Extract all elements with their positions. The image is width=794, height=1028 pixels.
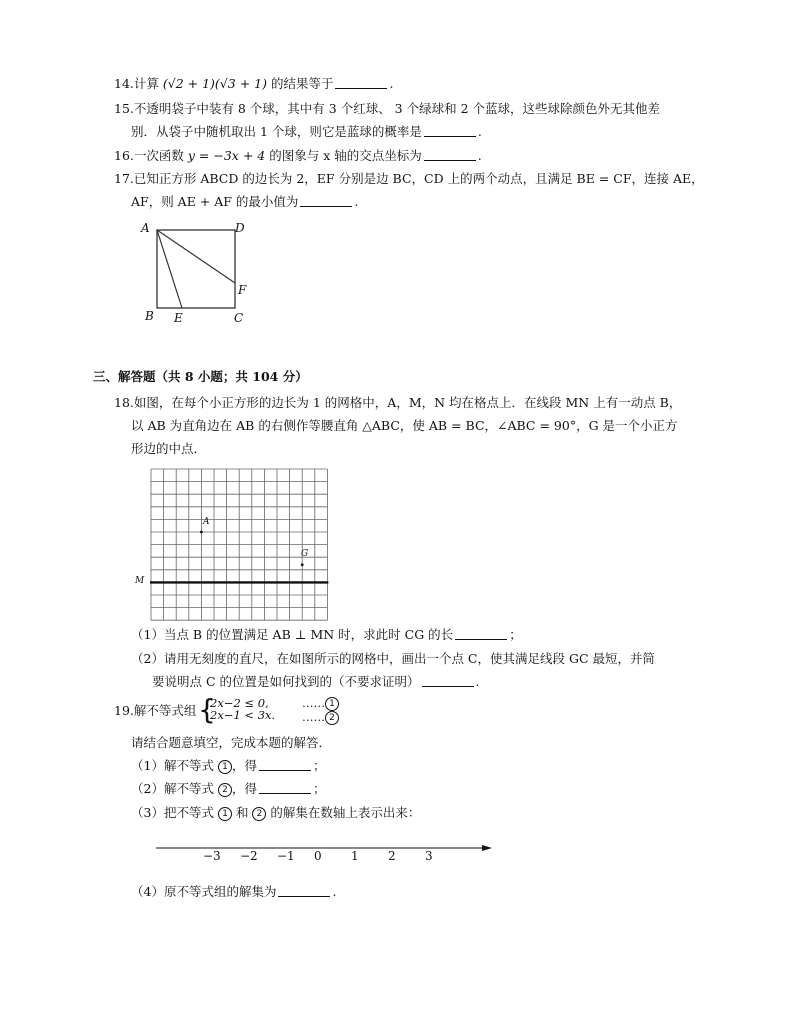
q19-step1-end: ； [312,758,326,773]
q14-text-post: 的结果等于 [270,76,334,91]
q14-end: . [389,76,394,91]
inequality-2: 2x−1 < 3x. [210,708,276,723]
q15-text-1: 不透明袋子中装有 8 个球，其中有 3 个红球、 3 个绿球和 2 个蓝球，这些球除颜色外无其他差 [133,101,660,116]
answer-blank-19-4[interactable] [278,884,330,897]
q19-step2-text: （2）解不等式 [131,781,214,796]
circled-one: 1 [325,697,339,711]
label-f: F [238,283,247,297]
q18-text-2: 以 AB 为直角边在 AB 的右侧作等腰直角 △ABC，使 AB = BC，∠ABC = 90°，G 是一个小正方 [131,418,678,433]
answer-blank-17[interactable] [300,194,352,207]
q16-expression: y = −3x + 4 [187,148,266,163]
tick-label: 2 [388,849,396,863]
q19-step4 [131,884,336,899]
q19-step3 [131,805,420,821]
dots-1: …… [302,696,325,710]
answer-blank-16[interactable] [424,148,476,161]
q14-number: 14. [114,76,134,91]
q19-step2 [131,781,325,797]
question-17-line2 [131,194,358,209]
tick-label: 3 [425,849,433,863]
q17-text-2: AF，则 AE + AF 的最小值为 [131,194,299,209]
q16-text-post: 的图象与 x 轴的交点坐标为 [269,148,422,163]
answer-blank-14[interactable] [335,76,387,89]
q18-part1-text: （1）当点 B 的位置满足 AB ⊥ MN 时，求此时 CG 的长 [131,627,454,642]
question-18-line1 [114,395,681,410]
question-15-line2 [131,124,482,139]
answer-blank-18-2[interactable] [422,674,474,687]
q15-end: . [477,124,482,139]
q19-step2-text-b: ，得 [231,781,257,796]
q19-intro: 请结合题意填空，完成本题的解答． [131,735,332,750]
point-a [200,531,203,534]
q18-part2-line1 [131,651,655,666]
tick-label: −2 [240,849,258,863]
label-d: D [235,221,245,235]
q15-number: 15. [114,101,134,116]
q19-step3-text-b: 和 [235,805,249,820]
q18-part2-end: . [475,674,480,689]
grid-figure [150,468,328,614]
q14-text: 计算 [133,76,159,91]
circled-two: 2 [218,783,232,797]
label-c: C [234,311,244,325]
dots-2: …… [302,710,325,724]
q18-text-1: 如图，在每个小正方形的边长为 1 的网格中，A，M，N 均在格点上．在线段 MN 上有一动点 B， [133,395,682,410]
answer-blank-15[interactable] [424,124,476,137]
q19-text: 解不等式组 [133,703,197,718]
grid-label-a: A [203,517,210,527]
question-15-line1 [114,101,660,116]
circled-one: 1 [218,760,232,774]
answer-blank-19-2[interactable] [259,781,311,794]
q18-part2-text-2: 要说明点 C 的位置是如何找到的（不要求证明） [152,674,420,689]
q19-step2-end: ； [312,781,326,796]
inequality-1: 2x−2 ≤ 0, [210,696,269,710]
tick-label: −3 [203,849,221,863]
point-g [301,563,304,566]
tick-label: 1 [351,849,359,863]
q15-text-2: 别．从袋子中随机取出 1 个球，则它是蓝球的概率是 [131,124,422,139]
section-title: 三、解答题（共 8 小题；共 104 分） [93,369,308,384]
answer-blank-18-1[interactable] [455,627,507,640]
q19-step3-text-c: 的解集在数轴上表示出来： [270,805,421,820]
tick-label: −1 [277,849,295,863]
q17-text-1: 已知正方形 ABCD 的边长为 2，EF 分别是边 BC，CD 上的两个动点，且满足 BE = CF，连接 AE， [133,171,704,186]
q19-number: 19. [114,703,134,718]
q16-text: 一次函数 [133,148,184,163]
question-18-line3 [131,441,206,456]
q18-part2-text-1: （2）请用无刻度的直尺，在如图所示的网格中，画出一个点 C，使其满足线段 GC 最短，并简 [131,651,655,666]
q17-number: 17. [114,171,134,186]
q19-step4-end: . [332,884,337,899]
q19-step3-text: （3）把不等式 [131,805,214,820]
q14-expression: (√2 + 1)(√3 + 1) [162,76,267,91]
q18-number: 18. [114,395,134,410]
question-17-line1 [114,171,704,186]
grid-label-g: G [301,549,309,559]
q18-text-3: 形边的中点． [131,441,207,456]
tick-label: 0 [314,849,322,863]
label-b: B [145,309,154,323]
q18-part2-line2 [152,674,480,689]
q17-end: . [354,194,359,209]
circled-one: 1 [218,807,232,821]
q19-step1 [131,758,325,774]
q18-part1 [131,627,522,642]
q19-step4-text: （4）原不等式组的解集为 [131,884,277,899]
inequality-system [210,697,275,721]
circled-two: 2 [325,711,339,725]
grid-label-m: M [135,576,145,586]
brace-symbol: { [198,693,216,726]
label-a: A [141,221,150,235]
answer-blank-19-1[interactable] [259,758,311,771]
question-16 [114,148,482,163]
question-18-line2 [131,418,678,433]
circled-two: 2 [252,807,266,821]
q19-step1-text: （1）解不等式 [131,758,214,773]
inequality-markers [302,697,339,725]
q18-part1-end: ； [509,627,522,642]
q16-end: . [477,148,482,163]
q16-number: 16. [114,148,134,163]
q19-step1-text-b: ，得 [231,758,257,773]
label-e: E [174,311,183,325]
question-19 [114,703,196,718]
question-14 [114,76,393,91]
